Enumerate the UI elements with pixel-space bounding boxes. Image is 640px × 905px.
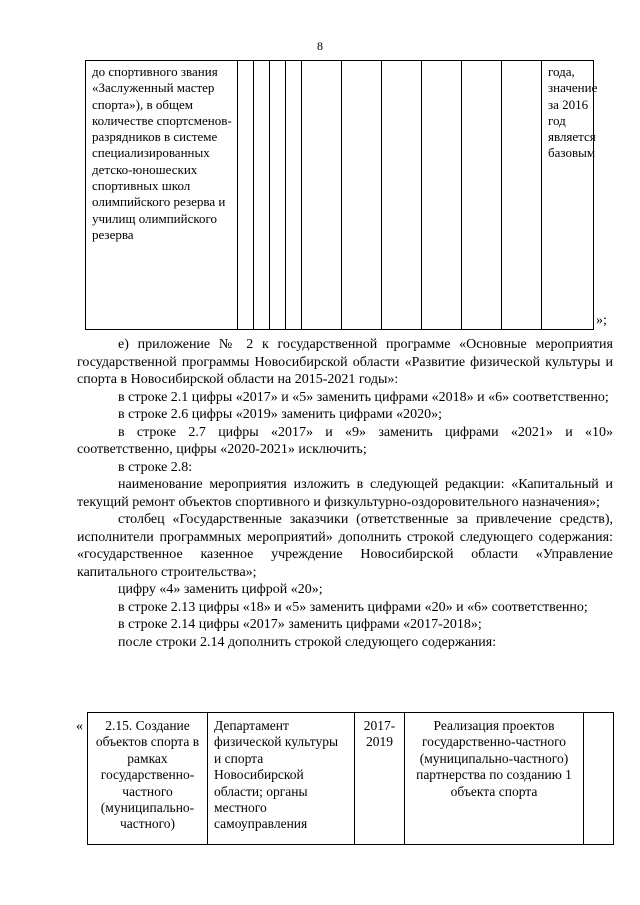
note-cell: года, значение за 2016 год является базовым	[542, 61, 594, 330]
indicator-name-cell: до спортивного звания «Заслуженный мастер спорта»), в общем количестве спортсменов-разрядников в системе специализированных детско-юношеских спортивных школ олимпийского резерва и училищ олимпийского резерва	[86, 61, 238, 330]
paragraph: в строке 2.13 цифры «18» и «5» заменить цифрами «20» и «6» соответственно;	[118, 599, 588, 615]
table-cell	[270, 61, 286, 330]
paragraph: в строке 2.8:	[118, 459, 193, 475]
row-closing-quote: »;	[596, 313, 607, 328]
result-cell: Реализация проектов государственно-частного (муниципально-частного) партнерства по созданию 1 объекта спорта	[405, 713, 584, 845]
table-cell	[342, 61, 382, 330]
table-cell	[462, 61, 502, 330]
table-cell	[254, 61, 270, 330]
page-number: 8	[317, 39, 323, 53]
table-opening-quote: «	[76, 719, 83, 734]
paragraph: е) приложение № 2 к государственной программе «Основные мероприятия государственной программы Новосибирской области «Развитие физической культуры и спорта в Новосибирской области на 2015-2021 годы»:	[77, 337, 613, 387]
table-cell	[502, 61, 542, 330]
executor-cell: Департамент физической культуры и спорта Новосибирской области; органы местного самоуправления	[208, 713, 355, 845]
paragraph: после строки 2.14 дополнить строкой следующего содержания:	[118, 634, 497, 650]
paragraph: в строке 2.1 цифры «2017» и «5» заменить цифрами «2018» и «6» соответственно;	[118, 389, 609, 405]
paragraph: наименование мероприятия изложить в следующей редакции: «Капитальный и текущий ремонт объектов спортивного и физкультурно-оздоровительного назначения»;	[77, 477, 613, 510]
table-cell	[238, 61, 254, 330]
table-cell	[302, 61, 342, 330]
paragraph: столбец «Государственные заказчики (ответственные за привлечение средств), исполнители программных мероприятий» дополнить строкой следующего содержания: «государственное казенное учреждение Новосибирской области «Управление капитального строительства»;	[77, 512, 613, 580]
paragraph: в строке 2.14 цифры «2017» заменить цифрами «2017-2018»;	[118, 617, 482, 632]
table-cell	[584, 713, 614, 845]
activity-cell: 2.15. Создание объектов спорта в рамках государственно-частного (муниципально-частного)	[88, 713, 208, 845]
amendment-text	[77, 336, 613, 651]
period-cell: 2017-2019	[355, 713, 405, 845]
table-cell	[286, 61, 302, 330]
paragraph: в строке 2.6 цифры «2019» заменить цифрами «2020»;	[118, 407, 443, 422]
paragraph: цифру «4» заменить цифрой «20»;	[118, 582, 323, 597]
paragraph: в строке 2.7 цифры «2017» и «9» заменить цифрами «2021» и «10» соответственно, цифры «2020-2021» исключить;	[77, 424, 613, 457]
indicator-table	[85, 60, 598, 330]
table-cell	[382, 61, 422, 330]
new-row-table	[87, 712, 614, 845]
table-cell	[422, 61, 462, 330]
